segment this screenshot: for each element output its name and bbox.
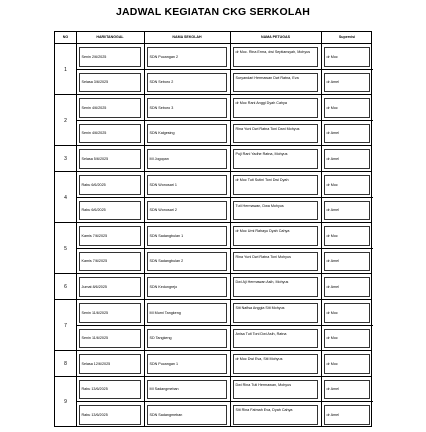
school-cell: MI Jogopan [147,149,227,169]
header-divider [55,43,371,44]
row-number: 6 [64,284,67,291]
row-divider [76,325,373,326]
staff-cell: Siti Nafisa Anggia Siti Mohyus [233,303,318,323]
schedule-table [54,31,372,427]
school-cell: SDN Kedungrejo [147,277,227,297]
supervisor-cell: dr Amel [324,201,370,221]
supervisor-cell: dr Moc [324,329,370,349]
column-divider [321,32,322,426]
row-divider [76,120,373,121]
row-number: 1 [64,66,67,73]
school-cell: SDN Pucangan 2 [147,47,227,67]
supervisor-cell: dr Amel [324,73,370,93]
staff-cell: Suryandari Hermawan Dwi Ratna, Eva [233,73,318,93]
date-cell: Selasa 12/6/2025 [79,354,141,374]
date-cell: Selasa 3/6/2025 [79,73,141,93]
row-number: 9 [64,399,67,406]
staff-cell: dr Moc Dwi Eva, Siti Mohyus [233,354,318,374]
supervisor-cell: dr Moc [324,354,370,374]
column-header: NAMA PETUGAS [260,35,291,39]
school-cell: SDN Seboro 2 [147,73,227,93]
row-divider [55,376,371,377]
staff-cell: dr Moc Rani Anggi Dyah Cahya [233,98,318,118]
school-cell: SDN Sadangbulan 1 [147,226,227,246]
date-cell: Jumat 8/6/2025 [79,277,141,297]
row-divider [55,299,371,300]
row-divider [76,248,373,249]
row-number: 8 [64,361,67,367]
date-cell: Senin 11/6/2025 [79,329,141,349]
school-cell: SDN Sadangbulan 2 [147,252,227,272]
school-cell: SDN Wonosari 2 [147,201,227,221]
school-cell: MI Sadangmeban [147,380,227,400]
staff-cell: Rina Yuni Dwi Ratna Toni Dani Mohyus [233,124,318,144]
row-number: 3 [64,156,67,163]
supervisor-cell: dr Amel [324,380,370,400]
supervisor-cell: dr Moc [324,226,370,246]
row-divider [55,350,371,351]
row-divider [55,171,371,172]
date-cell: Rabu 13/6/2025 [79,380,141,400]
row-number: 2 [64,117,67,124]
date-cell: Senin 11/6/2025 [79,303,141,323]
column-header: HARI/TANGGAL [96,35,124,39]
column-divider [230,32,231,426]
column-header: Supervisi [338,35,356,39]
school-cell: SDN Kalgesing [147,124,227,144]
supervisor-cell: dr Amel [324,149,370,169]
page-title: JADWAL KEGIATAN CKG SERKOLAH [115,6,311,18]
column-header: NO [62,35,69,39]
staff-cell: dr Moc Umi Rahayu Dyah Cahya [233,226,318,246]
row-number: 5 [64,245,67,252]
date-cell: Senin 2/6/2025 [79,47,141,67]
date-cell: Rabu 13/6/2025 [79,405,141,425]
column-divider [144,32,145,426]
date-cell: Kamis 7/6/2025 [79,226,141,246]
school-cell: SDN Pucangan 1 [147,354,227,374]
staff-cell: dr Moc. Rina Erma, dwi Septiansyah, Mohyus [233,47,318,67]
staff-cell: Siti Rina Fatmah Eva, Dyah Cahya [233,405,318,425]
row-divider [55,145,371,146]
supervisor-cell: dr Moc [324,98,370,118]
supervisor-cell: dr Amel [324,277,370,297]
school-cell: MI Murni Tangkeng [147,303,227,323]
staff-cell: dr Moc Tuti Sutini Toni Dwi Dyah [233,175,318,195]
supervisor-cell: dr Moc [324,47,370,67]
date-cell: Senin 4/6/2025 [79,124,141,144]
staff-cell: Anisa Tuti Toni Dwi Asih, Ratna [233,329,318,349]
row-divider [76,197,373,198]
row-divider [55,273,371,274]
school-cell: SDN Sadangmeban [147,405,227,425]
staff-cell: Dwi Rina Tuti Hermawan, Mohyus [233,380,318,400]
column-divider [76,32,77,426]
row-divider [76,69,373,70]
row-number: 4 [64,194,67,201]
staff-cell: Tuti Hermawan, Dwa Mohyus [233,201,318,221]
date-cell: Rabu 6/6/2025 [79,201,141,221]
supervisor-cell: dr Amel [324,252,370,272]
column-header: NAMA SEKOLAH [172,35,202,39]
supervisor-cell: dr Amel [324,124,370,144]
row-divider [76,401,373,402]
staff-cell: Puji Rani Yadhe Ratna, Mohyus [233,149,318,169]
supervisor-cell: dr Moc [324,303,370,323]
staff-cell: Rina Yuni Dwi Ratna Toni Mohyus [233,252,318,272]
date-cell: Kamis 7/6/2025 [79,252,141,272]
date-cell: Senin 4/6/2025 [79,98,141,118]
row-divider [55,222,371,223]
supervisor-cell: dr Amel [324,405,370,425]
supervisor-cell: dr Moc [324,175,370,195]
row-number: 7 [64,322,67,329]
school-cell: SD Tangkeng [147,329,227,349]
school-cell: SDN Seboro 3 [147,98,227,118]
staff-cell: Dwi Aji Hermawan Asih, Mohyus [233,277,318,297]
row-divider [55,94,371,95]
school-cell: SDN Wonosari 1 [147,175,227,195]
date-cell: Selasa 5/6/2025 [79,149,141,169]
date-cell: Rabu 6/6/2025 [79,175,141,195]
